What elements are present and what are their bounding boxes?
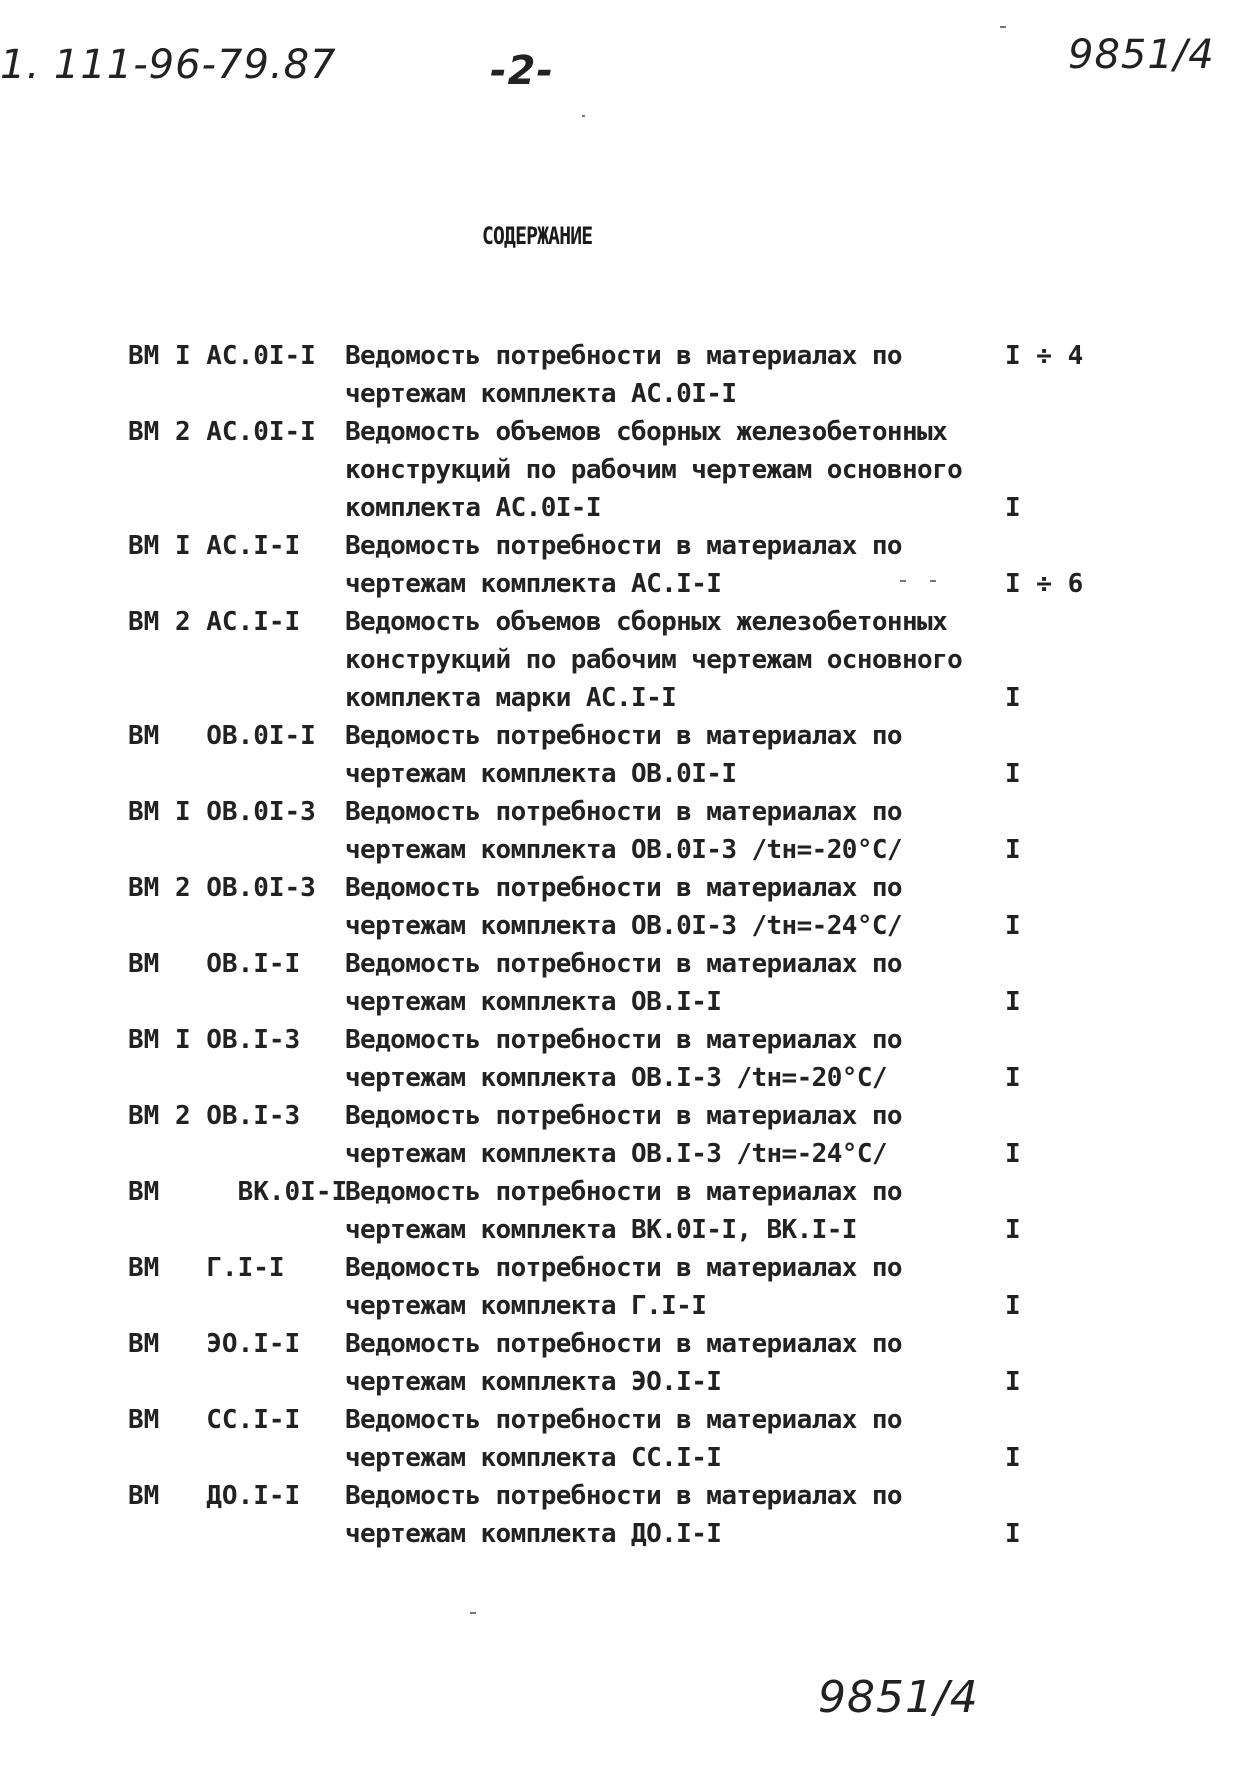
toc-entry-description-line: чертежам комплекта ЭО.I-I	[345, 1367, 722, 1397]
toc-entry-code: ВМ 2 ОВ.I-3	[128, 1101, 301, 1131]
archive-number-bottom: 9851/4	[818, 1672, 979, 1723]
toc-entry-description-line: Ведомость потребности в материалах по	[345, 1253, 902, 1283]
toc-entry-pages: I	[1005, 1367, 1021, 1397]
toc-entry-description	[345, 869, 995, 945]
toc-entry-pages: I	[1005, 1291, 1021, 1321]
toc-entry-description-line: чертежам комплекта ДО.I-I	[345, 1519, 722, 1549]
scan-speck	[582, 115, 585, 117]
toc-entry-description	[345, 527, 995, 603]
archive-number-top: 9851/4	[1068, 32, 1215, 78]
toc-entry-description	[345, 717, 995, 793]
toc-entry-code: ВМ СС.I-I	[128, 1405, 301, 1435]
toc-entry-description-line: чертежам комплекта ОВ.I-3 /tн=-24°С/	[345, 1139, 887, 1169]
toc-entry-description-line: комплекта АС.0I-I	[345, 493, 601, 523]
toc-entry-description-line: Ведомость объемов сборных железобетонных	[345, 417, 948, 447]
toc-entry-description-line: чертежам комплекта Г.I-I	[345, 1291, 707, 1321]
toc-entry-description-line: Ведомость потребности в материалах по	[345, 1405, 902, 1435]
toc-entry-pages: I	[1005, 911, 1021, 941]
toc-entry-pages: I ÷ 6	[1005, 569, 1084, 599]
toc-entry-description	[345, 945, 995, 1021]
toc-entry-pages: I	[1005, 1519, 1021, 1549]
toc-entry-description-line: Ведомость объемов сборных железобетонных	[345, 607, 948, 637]
toc-entry-description-line: Ведомость потребности в материалах по	[345, 873, 902, 903]
toc-entry-description-line: Ведомость потребности в материалах по	[345, 1481, 902, 1511]
scan-speck	[930, 580, 936, 582]
toc-entry-code: ВМ 2 ОВ.0I-3	[128, 873, 316, 903]
toc-entry-code: ВМ I ОВ.I-3	[128, 1025, 301, 1055]
toc-entry-pages: I	[1005, 835, 1021, 865]
toc-entry-description-line: Ведомость потребности в материалах по	[345, 1101, 902, 1131]
toc-entry-description-line: Ведомость потребности в материалах по	[345, 1025, 902, 1055]
toc-entry-description-line: конструкций по рабочим чертежам основного	[345, 455, 963, 485]
toc-entry-pages: I	[1005, 1215, 1021, 1245]
toc-entry-code: ВМ I АС.0I-I	[128, 341, 316, 371]
toc-entry-description-line: чертежам комплекта СС.I-I	[345, 1443, 722, 1473]
toc-entry-description	[345, 1021, 995, 1097]
toc-entry-description	[345, 337, 995, 413]
toc-entry-description-line: чертежам комплекта ОВ.0I-3 /tн=-24°С/	[345, 911, 902, 941]
toc-entry-code: ВМ ДО.I-I	[128, 1481, 301, 1511]
toc-entry-code: ВМ ОВ.I-I	[128, 949, 301, 979]
toc-entry-code: ВМ I ОВ.0I-3	[128, 797, 316, 827]
toc-entry-pages: I	[1005, 1443, 1021, 1473]
toc-entry-description-line: чертежам комплекта АС.I-I	[345, 569, 722, 599]
toc-entry-description	[345, 1097, 995, 1173]
toc-entry-description	[345, 1173, 995, 1249]
toc-entry-description	[345, 1401, 995, 1477]
toc-entry-code: ВМ ЭО.I-I	[128, 1329, 301, 1359]
toc-entry-pages: I	[1005, 1139, 1021, 1169]
toc-entry-code: ВМ 2 АС.I-I	[128, 607, 301, 637]
scan-speck	[900, 580, 906, 582]
toc-entry-description	[345, 1249, 995, 1325]
toc-entry-description	[345, 793, 995, 869]
toc-entry-pages: I	[1005, 987, 1021, 1017]
toc-entry-description-line: комплекта марки АС.I-I	[345, 683, 677, 713]
toc-entry-description	[345, 1477, 995, 1553]
toc-entry-code: ВМ ВК.0I-I	[128, 1177, 348, 1207]
page-number: -2-	[490, 48, 555, 94]
scan-speck	[470, 1612, 476, 1614]
toc-entry-description-line: Ведомость потребности в материалах по	[345, 1329, 902, 1359]
toc-entry-code: ВМ 2 АС.0I-I	[128, 417, 316, 447]
toc-entry-description-line: Ведомость потребности в материалах по	[345, 949, 902, 979]
toc-entry-code: ВМ I АС.I-I	[128, 531, 301, 561]
toc-entry-pages: I	[1005, 493, 1021, 523]
toc-entry-code: ВМ Г.I-I	[128, 1253, 285, 1283]
toc-entry-description-line: Ведомость потребности в материалах по	[345, 1177, 902, 1207]
toc-entry-description-line: Ведомость потребности в материалах по	[345, 797, 902, 827]
toc-entry-description	[345, 603, 995, 717]
toc-entry-pages: I	[1005, 759, 1021, 789]
toc-entry-pages: I	[1005, 683, 1021, 713]
toc-entry-description-line: Ведомость потребности в материалах по	[345, 531, 902, 561]
toc-entry-description-line: чертежам комплекта ОВ.0I-3 /tн=-20°С/	[345, 835, 902, 865]
scan-speck	[1000, 26, 1006, 28]
toc-entry-description-line: Ведомость потребности в материалах по	[345, 721, 902, 751]
toc-entry-description-line: чертежам комплекта ОВ.0I-I	[345, 759, 737, 789]
toc-entry-pages: I	[1005, 1063, 1021, 1093]
contents-title: СОДЕРЖАНИЕ	[482, 222, 593, 250]
toc-entry-description-line: чертежам комплекта ОВ.I-3 /tн=-20°С/	[345, 1063, 887, 1093]
toc-entry-description-line: конструкций по рабочим чертежам основного	[345, 645, 963, 675]
toc-entry-description-line: чертежам комплекта АС.0I-I	[345, 379, 737, 409]
toc-entry-description	[345, 413, 995, 527]
toc-entry-pages: I ÷ 4	[1005, 341, 1084, 371]
toc-entry-description	[345, 1325, 995, 1401]
toc-entry-description-line: Ведомость потребности в материалах по	[345, 341, 902, 371]
document-code: 1. 111-96-79.87	[0, 42, 337, 88]
toc-entry-description-line: чертежам комплекта ВК.0I-I, ВК.I-I	[345, 1215, 857, 1245]
toc-entry-code: ВМ ОВ.0I-I	[128, 721, 316, 751]
toc-entry-description-line: чертежам комплекта ОВ.I-I	[345, 987, 722, 1017]
